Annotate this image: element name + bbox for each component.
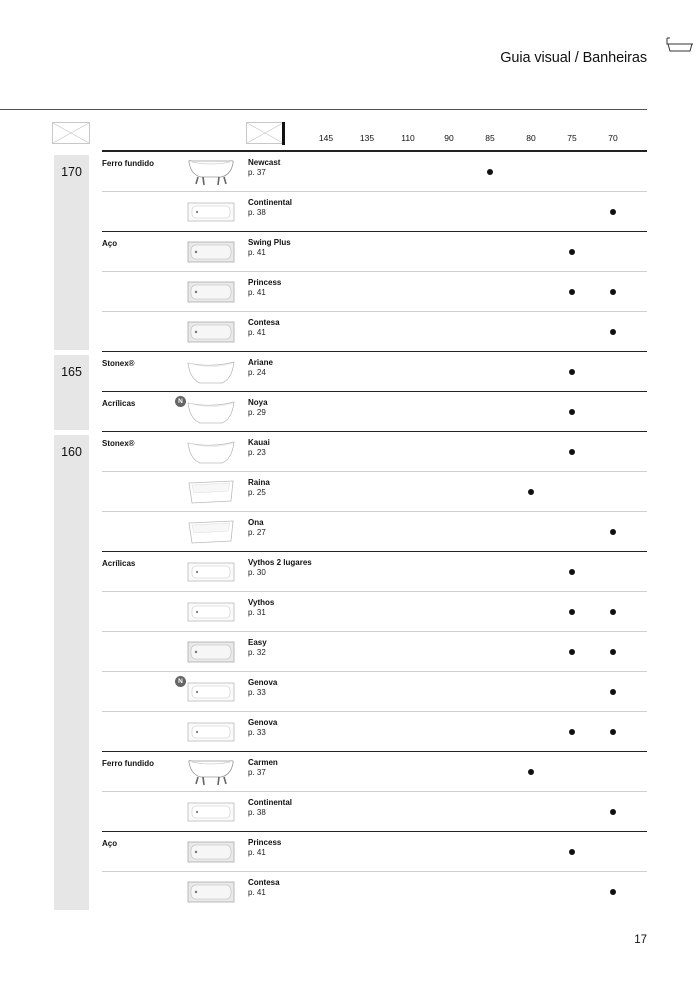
availability-dot	[528, 489, 534, 495]
bathtub-thumbnail	[186, 797, 236, 827]
availability-dot	[610, 889, 616, 895]
table-row	[102, 192, 647, 232]
material-label: Acrílicas	[102, 559, 136, 568]
product-page-ref: p. 41	[248, 888, 266, 897]
availability-dot	[610, 609, 616, 615]
length-group-bar	[54, 355, 89, 430]
new-badge: N	[175, 676, 186, 687]
table-row	[102, 232, 647, 272]
product-name: Noya	[248, 398, 268, 407]
product-name: Ariane	[248, 358, 273, 367]
product-name: Carmen	[248, 758, 278, 767]
bathtub-thumbnail	[186, 237, 236, 267]
availability-dot	[569, 449, 575, 455]
availability-dot	[610, 329, 616, 335]
product-page-ref: p. 37	[248, 768, 266, 777]
bathtub-thumbnail	[186, 277, 236, 307]
availability-dot	[528, 769, 534, 775]
product-name: Easy	[248, 638, 267, 647]
availability-dot	[569, 409, 575, 415]
page-title: Guia visual / Banheiras	[500, 50, 647, 66]
availability-dot	[610, 209, 616, 215]
product-name: Continental	[248, 798, 292, 807]
availability-dot	[610, 529, 616, 535]
product-page-ref: p. 24	[248, 368, 266, 377]
table-row	[102, 872, 647, 912]
new-badge: N	[175, 396, 186, 407]
availability-dot	[569, 249, 575, 255]
table-row	[102, 392, 647, 432]
bathtub-thumbnail	[186, 837, 236, 867]
product-name: Swing Plus	[248, 238, 291, 247]
bathtub-thumbnail	[186, 157, 236, 187]
table-row	[102, 472, 647, 512]
product-page-ref: p. 31	[248, 608, 266, 617]
table-row	[102, 432, 647, 472]
availability-dot	[569, 289, 575, 295]
table-row	[102, 352, 647, 392]
product-page-ref: p. 41	[248, 848, 266, 857]
product-name: Raina	[248, 478, 270, 487]
length-label: 160	[61, 445, 82, 459]
availability-dot	[610, 689, 616, 695]
product-name: Genova	[248, 678, 278, 687]
product-page-ref: p. 41	[248, 248, 266, 257]
table-row	[102, 592, 647, 632]
table-row	[102, 792, 647, 832]
image-placeholder-icon	[52, 122, 90, 144]
column-header: 75	[567, 133, 577, 143]
bathtub-thumbnail	[186, 197, 236, 227]
availability-dot	[610, 729, 616, 735]
availability-dot	[569, 369, 575, 375]
table-row	[102, 712, 647, 752]
column-header: 135	[359, 133, 375, 143]
bathtub-thumbnail	[186, 517, 236, 547]
column-header: 70	[608, 133, 618, 143]
product-name: Princess	[248, 278, 282, 287]
table-row	[102, 632, 647, 672]
availability-dot	[610, 809, 616, 815]
availability-dot	[569, 649, 575, 655]
product-page-ref: p. 33	[248, 688, 266, 697]
bathtub-thumbnail	[186, 717, 236, 747]
table-row	[102, 672, 647, 712]
bathtub-thumbnail	[186, 677, 236, 707]
material-label: Ferro fundido	[102, 759, 154, 768]
availability-dot	[610, 649, 616, 655]
material-label: Ferro fundido	[102, 159, 154, 168]
product-page-ref: p. 27	[248, 528, 266, 537]
column-header: 85	[485, 133, 495, 143]
product-name: Vythos 2 lugares	[248, 558, 312, 567]
bathtub-outline-icon	[665, 36, 695, 54]
product-page-ref: p. 25	[248, 488, 266, 497]
bathtub-thumbnail	[186, 317, 236, 347]
product-page-ref: p. 29	[248, 408, 266, 417]
product-page-ref: p. 41	[248, 288, 266, 297]
product-name: Continental	[248, 198, 292, 207]
availability-dot	[569, 569, 575, 575]
table-row	[102, 272, 647, 312]
length-group-bar	[54, 155, 89, 350]
bathtub-thumbnail	[186, 397, 236, 427]
product-name: Princess	[248, 838, 282, 847]
column-header: 145	[318, 133, 334, 143]
product-name: Newcast	[248, 158, 281, 167]
bathtub-thumbnail	[186, 557, 236, 587]
page-number: 17	[634, 934, 647, 946]
availability-dot	[569, 609, 575, 615]
bathtub-thumbnail	[186, 477, 236, 507]
product-name: Contesa	[248, 878, 280, 887]
column-header: 80	[526, 133, 536, 143]
product-name: Genova	[248, 718, 278, 727]
table-row	[102, 832, 647, 872]
table-row	[102, 552, 647, 592]
availability-dot	[487, 169, 493, 175]
product-page-ref: p. 38	[248, 208, 266, 217]
bathtub-thumbnail	[186, 757, 236, 787]
material-label: Stonex®	[102, 359, 135, 368]
table-row	[102, 312, 647, 352]
product-page-ref: p. 32	[248, 648, 266, 657]
bathtub-thumbnail	[186, 437, 236, 467]
bathtub-thumbnail	[186, 357, 236, 387]
table-row	[102, 152, 647, 192]
image-placeholder-icon	[246, 122, 284, 144]
length-label: 165	[61, 365, 82, 379]
table-row	[102, 512, 647, 552]
header-rule	[0, 109, 647, 110]
product-page-ref: p. 30	[248, 568, 266, 577]
product-page-ref: p. 38	[248, 808, 266, 817]
product-page-ref: p. 37	[248, 168, 266, 177]
bathtub-thumbnail	[186, 597, 236, 627]
bathtub-thumbnail	[186, 637, 236, 667]
product-name: Kauai	[248, 438, 270, 447]
product-name: Contesa	[248, 318, 280, 327]
product-page-ref: p. 41	[248, 328, 266, 337]
column-header: 110	[401, 133, 415, 143]
product-page-ref: p. 23	[248, 448, 266, 457]
product-name: Ona	[248, 518, 264, 527]
header-divider	[282, 122, 285, 145]
material-label: Acrílicas	[102, 399, 136, 408]
availability-dot	[569, 729, 575, 735]
bathtub-thumbnail	[186, 877, 236, 907]
availability-dot	[610, 289, 616, 295]
table-row	[102, 752, 647, 792]
material-label: Stonex®	[102, 439, 135, 448]
column-header: 90	[444, 133, 454, 143]
availability-dot	[569, 849, 575, 855]
product-name: Vythos	[248, 598, 275, 607]
length-group-bar	[54, 435, 89, 910]
material-label: Aço	[102, 839, 118, 848]
material-label: Aço	[102, 239, 118, 248]
length-label: 170	[61, 165, 82, 179]
product-page-ref: p. 33	[248, 728, 266, 737]
